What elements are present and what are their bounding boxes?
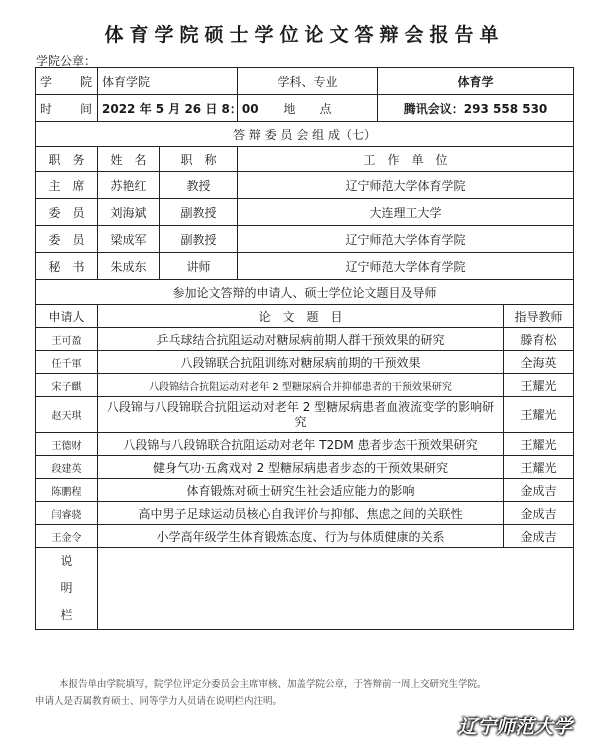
footer-line-1: 本报告单由学院填写，院学位评定分委员会主席审核、加盖学院公章，于答辩前一周上交研究生学院。: [59, 679, 487, 690]
applicant-header-advisor: 指导教师: [504, 305, 574, 328]
applicant-advisor: 全海英: [504, 351, 574, 374]
info-row-time: [36, 95, 574, 122]
applicant-row: [36, 397, 574, 433]
notes-label-char: 明: [60, 581, 73, 595]
applicant-advisor: 王耀光: [504, 433, 574, 456]
applicant-name: 王可盈: [36, 328, 98, 351]
applicant-name: 陈鹏程: [36, 479, 98, 502]
college-seal-label: 学院公章：: [36, 54, 97, 68]
major-value: 体育学: [378, 68, 574, 95]
applicant-header-name: 申请人: [36, 305, 98, 328]
applicant-name: 闫睿骁: [36, 502, 98, 525]
notes-label-char: 栏: [60, 608, 73, 622]
applicant-advisor: 王耀光: [504, 374, 574, 397]
applicant-name: 王金令: [36, 525, 98, 548]
footer-line-2: 申请人是否属教育硕士、同等学力人员请在说明栏内注明。: [35, 696, 283, 707]
member-role: 主 席: [36, 172, 98, 199]
applicant-topic: 小学高年级学生体育锻炼态度、行为与体质健康的关系: [98, 525, 504, 548]
applicant-advisor: 滕育松: [504, 328, 574, 351]
committee-header-role: 职 务: [36, 147, 98, 172]
committee-row: [36, 172, 574, 199]
report-title: 体育学院硕士学位论文答辩会报告单: [104, 24, 505, 46]
applicant-name: 任千軍: [36, 351, 98, 374]
applicant-row: [36, 328, 574, 351]
member-name: 朱成东: [98, 253, 160, 280]
applicant-name: 段建英: [36, 456, 98, 479]
applicant-advisor: 王耀光: [504, 397, 574, 433]
applicant-name: 宋子麒: [36, 374, 98, 397]
committee-header-row: [36, 147, 574, 172]
applicant-row: [36, 502, 574, 525]
member-role: 委 员: [36, 226, 98, 253]
member-name: 苏艳红: [98, 172, 160, 199]
member-rank: 副教授: [160, 199, 238, 226]
committee-row: [36, 226, 574, 253]
notes-label: [36, 548, 98, 630]
committee-header-unit: 工 作 单 位: [238, 147, 574, 172]
applicant-name: 赵天琪: [36, 397, 98, 433]
college-label: 学 院: [36, 68, 98, 95]
committee-title: 答 辩 委 员 会 组 成（七）: [36, 122, 574, 147]
applicant-row: [36, 456, 574, 479]
applicant-topic: 八段锦与八段锦联合抗阻运动对老年 T2DM 患者步态干预效果研究: [98, 433, 504, 456]
time-value: 2022 年 5 月 26 日 8：00: [98, 95, 238, 122]
college-value: 体育学院: [98, 68, 238, 95]
applicant-topic: 健身气功·五禽戏对 2 型糖尿病患者步态的干预效果研究: [98, 456, 504, 479]
applicant-header-topic: 论 文 题 目: [98, 305, 504, 328]
committee-title-row: [36, 122, 574, 147]
applicant-row: [36, 433, 574, 456]
committee-row: [36, 199, 574, 226]
report-table: [35, 67, 574, 630]
applicant-row: [36, 374, 574, 397]
member-role: 秘 书: [36, 253, 98, 280]
applicant-topic: 八段锦与八段锦联合抗阻运动对老年 2 型糖尿病患者血液流变学的影响研究: [98, 397, 504, 433]
applicant-advisor: 金成吉: [504, 525, 574, 548]
member-rank: 副教授: [160, 226, 238, 253]
member-unit: 辽宁师范大学体育学院: [238, 253, 574, 280]
info-row-college: [36, 68, 574, 95]
member-rank: 讲师: [160, 253, 238, 280]
applicant-topic: 八段锦联合抗阻训练对糖尿病前期的干预效果: [98, 351, 504, 374]
member-rank: 教授: [160, 172, 238, 199]
applicant-advisor: 金成吉: [504, 479, 574, 502]
major-label: 学科、专业: [238, 68, 378, 95]
place-label: 地 点: [238, 95, 378, 122]
applicant-name: 王德财: [36, 433, 98, 456]
applicants-header-row: [36, 305, 574, 328]
committee-header-rank: 职 称: [160, 147, 238, 172]
applicant-row: [36, 479, 574, 502]
member-unit: 辽宁师范大学体育学院: [238, 172, 574, 199]
applicant-topic: 乒乓球结合抗阻运动对糖尿病前期人群干预效果的研究: [98, 328, 504, 351]
applicant-row: [36, 525, 574, 548]
notes-row: [36, 548, 574, 630]
member-name: 刘海斌: [98, 199, 160, 226]
applicant-row: [36, 351, 574, 374]
footer-notes: [35, 676, 575, 710]
member-role: 委 员: [36, 199, 98, 226]
committee-row: [36, 253, 574, 280]
university-watermark: 辽宁师范大学: [458, 716, 573, 738]
member-unit: 大连理工大学: [238, 199, 574, 226]
applicant-advisor: 王耀光: [504, 456, 574, 479]
applicant-topic: 高中男子足球运动员核心自我评价与抑郁、焦虑之间的关联性: [98, 502, 504, 525]
committee-header-name: 姓 名: [98, 147, 160, 172]
applicant-topic: 体育锻炼对硕士研究生社会适应能力的影响: [98, 479, 504, 502]
time-label: 时 间: [36, 95, 98, 122]
member-unit: 辽宁师范大学体育学院: [238, 226, 574, 253]
applicant-advisor: 金成吉: [504, 502, 574, 525]
notes-label-char: 说: [60, 554, 73, 568]
applicants-title-row: [36, 280, 574, 305]
applicant-topic: 八段锦结合抗阻运动对老年 2 型糖尿病合并抑郁患者的干预效果研究: [98, 374, 504, 397]
applicants-title: 参加论文答辩的申请人、硕士学位论文题目及导师: [36, 280, 574, 305]
place-value: 腾讯会议：293 558 530: [378, 95, 574, 122]
member-name: 梁成军: [98, 226, 160, 253]
notes-content: [98, 548, 574, 630]
